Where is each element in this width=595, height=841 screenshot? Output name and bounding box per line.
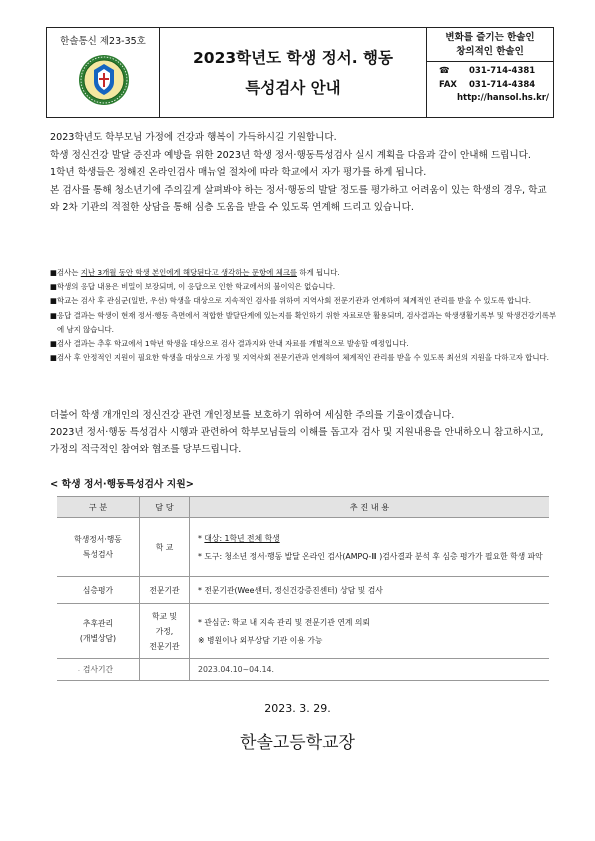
closing-request: 2023년 정서·행동 특성검사 시행과 관련하여 학부모님들의 이해를 돕고자 검사 및 지원내용을 안내하오니 참고하시고, 가정의 적극적인 참여와 협조를 당부드립니다. [50,427,544,455]
table-row [57,577,549,604]
phone-row [439,65,553,79]
header-contact-panel [427,28,553,117]
closing-privacy: 더불어 학생 개개인의 정신건강 관련 개인정보를 보호하기 위하여 세심한 주의를 기울이겠습니다. [50,410,455,421]
notice-item: ■학교는 검사 후 관심군(일반, 우선) 학생을 대상으로 지속적인 검사를 위하여 지역사회 전문기관과 연계하여 체계적인 관리를 받을 수 있도록 합니다. [50,296,531,306]
table-header-row [57,497,549,518]
list-item: * 대상: 1학년 전체 학생 [198,533,280,543]
category-cell: 검사기간 [57,659,140,681]
intro-greeting: 2023학년도 학부모님 가정에 건강과 행복이 가득하시길 기원합니다. [50,132,337,143]
closing-paragraphs [50,407,555,458]
emphasized-text: 지난 3개월 동안 학생 본인에게 해당된다고 생각하는 문항에 체크를 [80,268,298,277]
fax-number: 031-714-4384 [469,79,536,90]
list-item: * 관심군: 학교 내 지속 관리 및 전문기관 연계 의뢰 [198,617,370,627]
intro-method: 1학년 학생들은 정해진 온라인검사 매뉴얼 절차에 따라 학교에서 자가 평가를 하게 됩니다. [50,167,427,179]
list-item: ※ 병원이나 외부상담 기관 이용 가능 [198,635,323,645]
list-item: * 전문기관(Wee센터, 정신건강증진센터) 상담 및 검사 [198,585,383,595]
stray-mark: · [78,668,80,675]
table-row [57,659,549,681]
column-header: 추 진 내 용 [190,497,550,518]
intro-goal: 본 검사를 통해 청소년기에 주의깊게 살펴봐야 하는 정서·행동의 발달 정도를 평가하고 어려움이 있는 학생의 경우, 학교와 2차 기관의 적절한 상담을 통해 심층 도움을 받을 수 있도록 연계해 드리고 있습니다. [50,184,547,214]
notice-item: ■검사 후 안정적인 지원이 필요한 학생을 대상으로 가정 및 지역사회 전문기관과 연계하여 체계적인 관리를 받을 수 있도록 최선의 지원을 다하고자 합니다. [50,353,549,363]
owner-cell: 학 교 [140,518,190,577]
motto-line2: 창의적인 한솔인 [456,46,524,57]
owner-cell [140,659,190,681]
intro-paragraphs [50,129,555,217]
website-link[interactable]: http://hansol.hs.kr/ [457,93,550,103]
list-item: * 도구: 청소년 정서·행동 발달 온라인 검사(AMPQ-Ⅲ )검사결과 분석 후 심층 평가가 필요한 학생 파악 [198,551,543,561]
column-header: 담 당 [140,497,190,518]
motto-line1: 변화를 즐기는 한솔인 [445,32,535,43]
notice-item: ■응답 결과는 학생이 현재 정서·행동 측면에서 적합한 발달단계에 있는지를 확인하기 위한 자료로만 활용되며, 검사결과는 학생생활기록부 및 학생건강기록부에 남지 않습니다. [50,310,557,334]
content-cell [190,577,550,604]
issue-number: 한솔통신 제23-35호 [60,36,146,47]
notice-item: ■학생의 응답 내용은 비밀이 보장되며, 이 응답으로 인한 학교에서의 불이익은 없습니다. [50,282,336,292]
notice-item: ■검사 결과는 추후 학교에서 1학년 학생을 대상으로 검사 결과지와 안내 자료를 개별적으로 발송할 예정입니다. [50,339,409,349]
principal-signature: 한솔고등학교장 [240,733,355,753]
section-title: < 학생 정서·행동특성검사 지원> [50,479,194,490]
notice-list [50,266,558,365]
page-title-line2: 특성검사 안내 [245,78,341,97]
fax-row [439,79,553,93]
category-cell: 추후관리 (개별상담) [57,604,140,659]
contact-info [427,62,553,106]
phone-number: 031-714-4381 [469,66,536,76]
support-plan-table [57,496,549,681]
notice-item: ■검사는 지난 3개월 동안 학생 본인에게 해당된다고 생각하는 문항에 체크를 하게 됩니다. [50,268,340,277]
category-cell: 심층평가 [57,577,140,604]
page-title-line1: 2023학년도 학생 정서. 행동 [193,48,393,67]
category-cell: 학생정서·행동 특성검사 [57,518,140,577]
period-cell: 2023.04.10~04.14. [190,659,550,681]
fax-label: FAX [439,79,457,90]
owner-cell: 전문기관 [140,577,190,604]
school-motto [427,28,553,62]
phone-icon: ☎ [439,66,450,76]
header-left-panel [47,28,160,117]
table-row [57,604,549,659]
intro-purpose: 학생 정신건강 발달 증진과 예방을 위한 2023년 학생 정서·행동특성검사 실시 계획을 다음과 같이 안내해 드립니다. [50,149,531,161]
school-emblem-icon [78,54,130,106]
issue-date: 2023. 3. 29. [264,702,331,715]
table-row [57,518,549,577]
owner-cell: 학교 및 가정, 전문기관 [140,604,190,659]
content-cell [190,518,550,577]
header-title-panel [160,28,427,117]
content-cell [190,604,550,659]
newsletter-header [46,27,554,118]
column-header: 구 분 [57,497,140,518]
